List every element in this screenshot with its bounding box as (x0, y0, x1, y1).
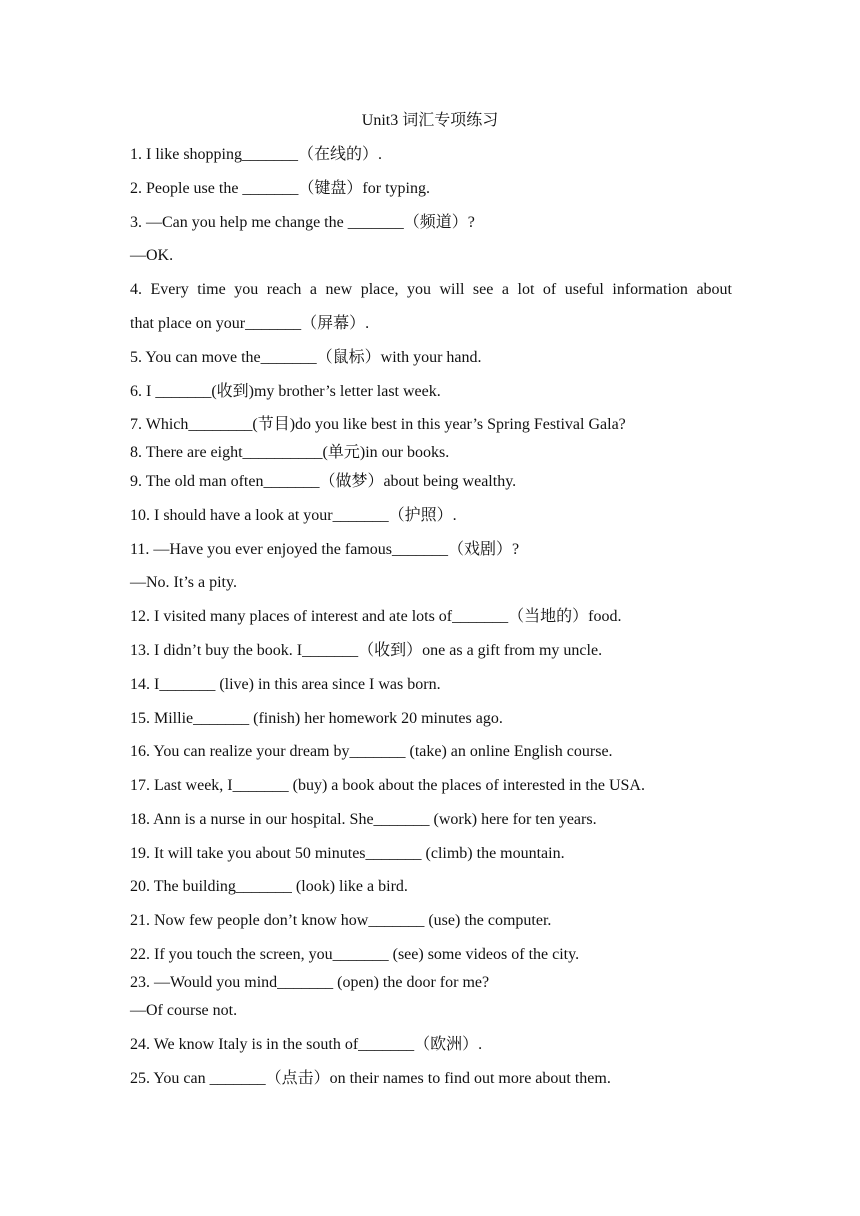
question-19: 19. It will take you about 50 minutes_______ (climb) the mountain. (130, 845, 565, 862)
question-8: 8. There are eight__________(单元)in our books. (130, 444, 450, 461)
question-4: 4. Every time you reach a new place, you will see a lot of useful information about (130, 281, 732, 298)
question-3: 3. —Can you help me change the _______（频道）? (130, 214, 475, 231)
question-6: 6. I _______(收到)my brother’s letter last week. (130, 383, 441, 400)
question-5: 5. You can move the_______（鼠标）with your hand. (130, 349, 482, 366)
question-11-answer: —No. It’s a pity. (130, 574, 237, 591)
question-23: 23. —Would you mind_______ (open) the door for me? (130, 974, 490, 991)
question-3-answer: —OK. (130, 247, 174, 264)
question-22: 22. If you touch the screen, you_______ (see) some videos of the city. (130, 946, 580, 963)
question-16: 16. You can realize your dream by_______ (take) an online English course. (130, 743, 613, 760)
question-24: 24. We know Italy is in the south of_______（欧洲）. (130, 1036, 483, 1053)
question-12: 12. I visited many places of interest and ate lots of_______（当地的）food. (130, 608, 622, 625)
question-4-continued: that place on your_______（屏幕）. (130, 315, 370, 332)
question-21: 21. Now few people don’t know how_______ (use) the computer. (130, 912, 552, 929)
question-13: 13. I didn’t buy the book. I_______（收到）one as a gift from my uncle. (130, 642, 603, 659)
question-18: 18. Ann is a nurse in our hospital. She_______ (work) here for ten years. (130, 811, 597, 828)
question-10: 10. I should have a look at your_______（护照）. (130, 507, 457, 524)
question-17: 17. Last week, I_______ (buy) a book about the places of interested in the USA. (130, 777, 645, 794)
question-1: 1. I like shopping_______（在线的）. (130, 146, 382, 163)
question-15: 15. Millie_______ (finish) her homework 20 minutes ago. (130, 710, 503, 727)
page-title: Unit3 词汇专项练习 (361, 112, 499, 129)
question-23-answer: —Of course not. (130, 1002, 238, 1019)
question-20: 20. The building_______ (look) like a bird. (130, 878, 408, 895)
question-9: 9. The old man often_______（做梦）about being wealthy. (130, 473, 517, 490)
question-7: 7. Which________(节目)do you like best in this year’s Spring Festival Gala? (130, 416, 626, 433)
question-2: 2. People use the _______（键盘）for typing. (130, 180, 430, 197)
question-11: 11. —Have you ever enjoyed the famous_______（戏剧）? (130, 541, 520, 558)
question-14: 14. I_______ (live) in this area since I was born. (130, 676, 441, 693)
question-25: 25. You can _______（点击）on their names to find out more about them. (130, 1070, 611, 1087)
